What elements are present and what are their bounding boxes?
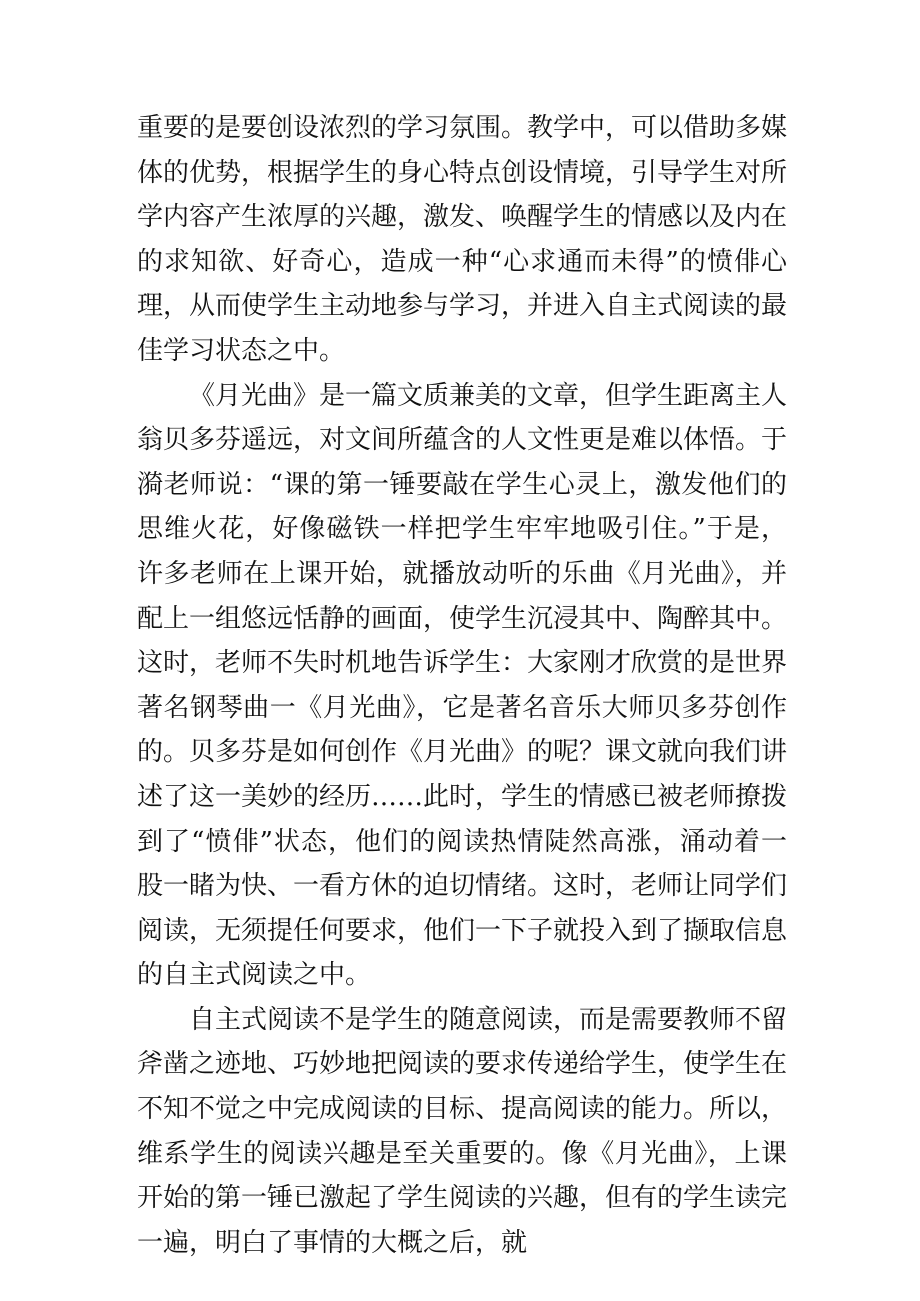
document-body: [137, 106, 787, 1265]
paragraph-1: 重要的是要创设浓烈的学习氛围。教学中，可以借助多媒体的优势，根据学生的身心特点创设情境，引导学生对所学内容产生浓厚的兴趣，激发、唤醒学生的情感以及内在的求知欲、好奇心，造成一种“心求通而未得”的愤俳心理，从而使学生主动地参与学习，并进入自主式阅读的最佳学习状态之中。: [137, 113, 788, 366]
paragraph-3: 自主式阅读不是学生的随意阅读，而是需要教师不留斧凿之迹地、巧妙地把阅读的要求传递给学生，使学生在不知不觉之中完成阅读的目标、提高阅读的能力。所以，维系学生的阅读兴趣是至关重要的。像《月光曲》，上课开始的第一锤已激起了学生阅读的兴趣，但有的学生读完一遍，明白了事情的大概之后，就: [137, 1004, 788, 1258]
paragraph-2: 《月光曲》是一篇文质兼美的文章，但学生距离主人翁贝多芬遥远，对文间所蕴含的人文性更是难以体悟。于漪老师说：“课的第一锤要敲在学生心灵上，激发他们的思维火花，好像磁铁一样把学生牢牢地吸引住。”于是，许多老师在上课开始，就播放动听的乐曲《月光曲》，并配上一组悠远恬静的画面，使学生沉浸其中、陶醉其中。这时，老师不失时机地告诉学生：大家刚才欣赏的是世界著名钢琴曲一《月光曲》，它是著名音乐大师贝多芬创作的。贝多芬是如何创作《月光曲》的呢？课文就向我们讲述了这一美妙的经历……此时，学生的情感已被老师撩拨到了“愤俳”状态，他们的阅读热情陡然高涨，涌动着一股一睹为快、一看方休的迫切情绪。这时，老师让同学们阅读，无须提任何要求，他们一下子就投入到了撷取信息的自主式阅读之中。: [137, 380, 788, 991]
